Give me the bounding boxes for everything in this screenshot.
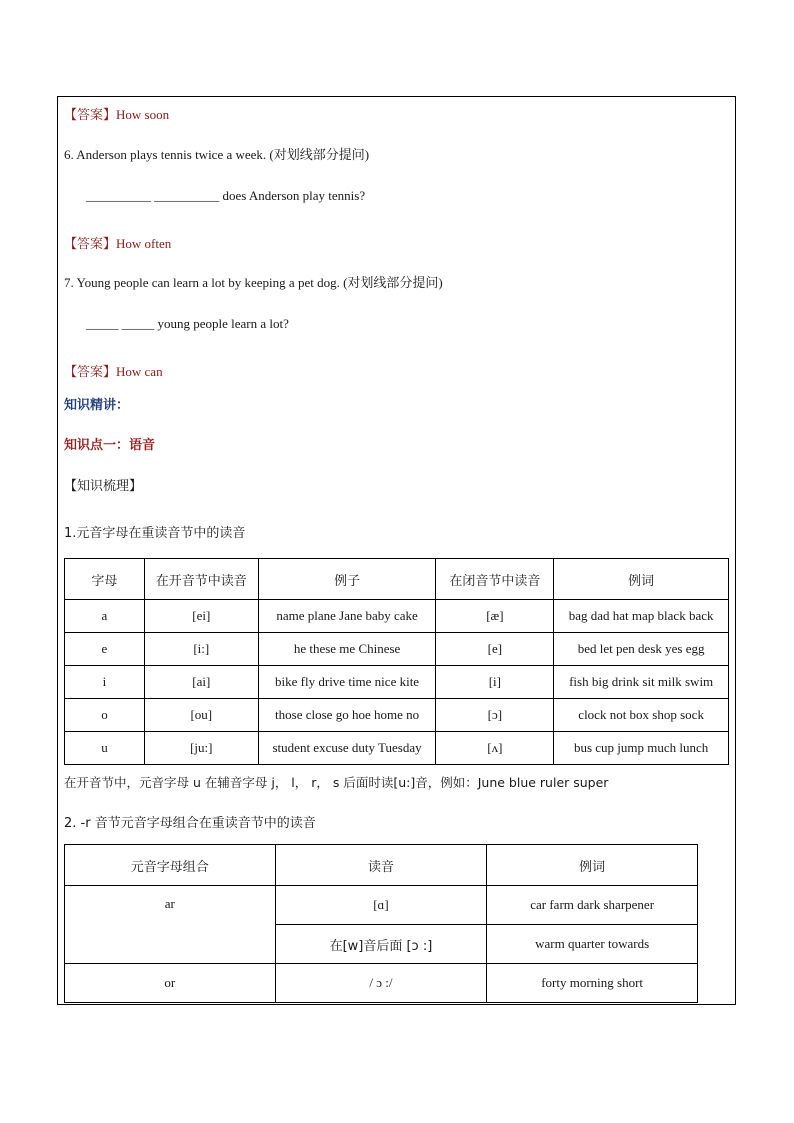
table-row	[65, 964, 698, 1003]
closed-sound-cell: [ɔ]	[436, 699, 554, 732]
header-cell: 读音	[275, 845, 487, 886]
r-syllable-table	[64, 844, 698, 1003]
section-heading: 知识精讲：	[64, 398, 130, 413]
closed-sound-cell: [i]	[436, 666, 554, 699]
example-cell: those close go hoe home no	[258, 699, 436, 732]
question-6-fill: __________ __________ does Anderson play tennis?	[86, 188, 366, 203]
outline-label: 【知识梳理】	[64, 479, 143, 494]
open-syllable-note: 在开音节中，元音字母 u 在辅音字母 j， l， r， s 后面时读[u:]音，例如：June blue ruler super	[64, 775, 609, 790]
header-cell: 字母	[65, 559, 145, 600]
sound-cell: [ɑ]	[275, 886, 487, 925]
example-words-cell: bag dad hat map black back	[554, 600, 729, 633]
closed-sound-cell: [e]	[436, 633, 554, 666]
combination-cell: ar	[65, 886, 276, 964]
example-words-cell: car farm dark sharpener	[487, 886, 698, 925]
letter-cell: o	[65, 699, 145, 732]
answer-5	[64, 104, 169, 123]
header-cell: 在闭音节中读音	[436, 559, 554, 600]
letter-cell: i	[65, 666, 145, 699]
table-row	[65, 699, 729, 732]
answer-text: How can	[116, 364, 163, 379]
header-cell: 例词	[487, 845, 698, 886]
closed-sound-cell: [æ]	[436, 600, 554, 633]
header-cell: 元音字母组合	[65, 845, 276, 886]
combination-cell: or	[65, 964, 276, 1003]
subsection-2-title: 2. -r 音节元音字母组合在重读音节中的读音	[64, 816, 316, 831]
answer-text: How soon	[116, 107, 170, 122]
answer-7	[64, 361, 163, 380]
vowel-table	[64, 558, 729, 765]
question-7-fill: _____ _____ young people learn a lot?	[86, 316, 289, 331]
letter-cell: a	[65, 600, 145, 633]
answer-label: 【答案】	[64, 237, 117, 252]
question-6: 6. Anderson plays tennis twice a week. (对划线部分提问)	[64, 147, 370, 162]
open-sound-cell: [ei]	[144, 600, 258, 633]
subsection-1-title: 1.元音字母在重读音节中的读音	[64, 526, 246, 541]
letter-cell: e	[65, 633, 145, 666]
header-cell: 在开音节中读音	[144, 559, 258, 600]
sound-cell: / ɔ :/	[275, 964, 487, 1003]
open-sound-cell: [ai]	[144, 666, 258, 699]
answer-text: How often	[116, 236, 172, 251]
answer-label: 【答案】	[64, 108, 117, 123]
letter-cell: u	[65, 732, 145, 765]
header-cell: 例子	[258, 559, 436, 600]
example-words-cell: bus cup jump much lunch	[554, 732, 729, 765]
table-row	[65, 633, 729, 666]
sound-cell: 在[w]音后面 [ɔ :]	[275, 925, 487, 964]
vowel-table-header	[65, 559, 729, 600]
knowledge-point-title: 知识点一：语音	[64, 438, 156, 453]
question-7: 7. Young people can learn a lot by keeping a pet dog. (对划线部分提问)	[64, 275, 443, 290]
example-cell: he these me Chinese	[258, 633, 436, 666]
answer-6	[64, 233, 171, 252]
open-sound-cell: [ju:]	[144, 732, 258, 765]
example-cell: bike fly drive time nice kite	[258, 666, 436, 699]
table-row	[65, 600, 729, 633]
table-row	[65, 886, 698, 925]
example-cell: name plane Jane baby cake	[258, 600, 436, 633]
open-sound-cell: [i:]	[144, 633, 258, 666]
example-words-cell: warm quarter towards	[487, 925, 698, 964]
answer-label: 【答案】	[64, 365, 117, 380]
example-words-cell: forty morning short	[487, 964, 698, 1003]
closed-sound-cell: [ʌ]	[436, 732, 554, 765]
example-words-cell: bed let pen desk yes egg	[554, 633, 729, 666]
example-words-cell: clock not box shop sock	[554, 699, 729, 732]
example-words-cell: fish big drink sit milk swim	[554, 666, 729, 699]
open-sound-cell: [ou]	[144, 699, 258, 732]
r-table-header	[65, 845, 698, 886]
example-cell: student excuse duty Tuesday	[258, 732, 436, 765]
table-row	[65, 666, 729, 699]
table-row	[65, 732, 729, 765]
header-cell: 例词	[554, 559, 729, 600]
